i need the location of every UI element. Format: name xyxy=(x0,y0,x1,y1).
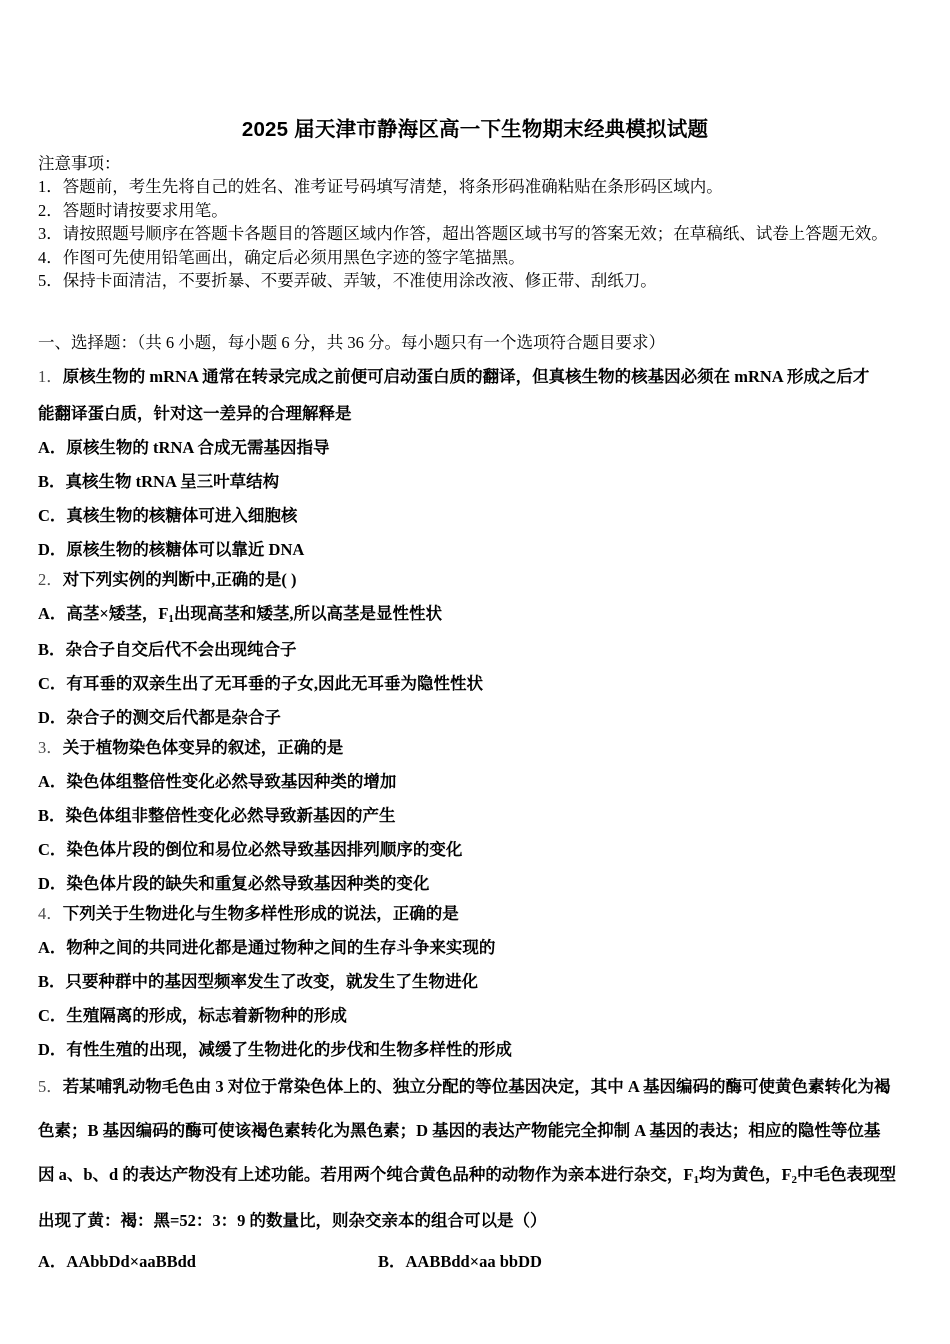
option-label: B． xyxy=(38,472,66,491)
question-5-option-b[interactable] xyxy=(378,1245,542,1279)
question-5-stem-line-2: 色素；B 基因编码的酶可使该褐色素转化为黑色素；D 基因的表达产物能完全抑制 A 基因的表达；相应的隐性等位基 xyxy=(38,1121,881,1140)
question-3-option-b[interactable] xyxy=(38,799,928,833)
question-3-number: 3． xyxy=(38,738,63,757)
question-2-option-d[interactable] xyxy=(38,701,928,735)
notice-item: 1．答题前，考生先将自己的姓名、准考证号码填写清楚，将条形码准确粘贴在条形码区域内。 xyxy=(38,177,723,196)
option-text: 杂合子自交后代不会出现纯合子 xyxy=(65,640,297,659)
question-5-stem-text-1: 若某哺乳动物毛色由 3 对位于常染色体上的、独立分配的等位基因决定，其中 A 基因编码的酶可使黄色素转化为褐 xyxy=(62,1077,891,1096)
question-2 xyxy=(38,567,928,735)
section-heading: 一、选择题：（共 6 小题，每小题 6 分，共 36 分。每小题只有一个选项符合题目要求） xyxy=(38,333,665,352)
question-2-option-b[interactable] xyxy=(38,633,928,667)
question-5-stem-text-3b: 均为黄色，F xyxy=(698,1165,792,1184)
option-label: B． xyxy=(38,972,66,991)
question-4-stem-text: 下列关于生物进化与生物多样性形成的说法，正确的是 xyxy=(62,904,459,923)
option-label: C． xyxy=(38,1006,67,1025)
option-text: 真核生物的核糖体可进入细胞核 xyxy=(66,506,298,525)
question-1-stem-cont: 能翻译蛋白质，针对这一差异的合理解释是 xyxy=(38,404,352,423)
option-text-pre: 高茎×矮茎，F xyxy=(66,604,169,623)
notice-item: 4．作图可先使用铅笔画出，确定后必须用黑色字迹的签字笔描黑。 xyxy=(38,247,525,267)
option-subscript: 1 xyxy=(168,613,174,625)
question-1-option-b[interactable] xyxy=(38,465,928,499)
question-5-stem-text-3a: 因 a、b、d 的表达产物没有上述功能。若用两个纯合黄色品种的动物作为亲本进行杂交，F xyxy=(38,1165,694,1184)
question-2-number: 2． xyxy=(38,570,63,589)
option-label: A． xyxy=(38,938,67,957)
question-3 xyxy=(38,735,928,901)
question-4-option-b[interactable] xyxy=(38,965,928,999)
question-2-stem-text: 对下列实例的判断中,正确的是( ) xyxy=(62,570,297,589)
question-5-options-row xyxy=(38,1245,928,1279)
notice-item: 2．答题时请按要求用笔。 xyxy=(38,200,228,220)
question-3-stem xyxy=(38,735,928,761)
question-1-stem xyxy=(38,357,928,397)
question-5-option-a[interactable] xyxy=(38,1245,378,1279)
f1-subscript: 1 xyxy=(693,1174,699,1186)
option-label: D． xyxy=(38,1040,67,1059)
option-text: 杂合子的测交后代都是杂合子 xyxy=(66,708,281,727)
option-label: C． xyxy=(38,674,67,693)
option-label: A． xyxy=(38,604,67,623)
option-text: 原核生物的 tRNA 合成无需基因指导 xyxy=(66,438,330,457)
option-label: B． xyxy=(38,806,66,825)
option-label: A． xyxy=(38,438,67,457)
option-label: B． xyxy=(378,1252,406,1271)
option-text: 染色体片段的缺失和重复必然导致基因种类的变化 xyxy=(66,874,430,893)
option-text: 染色体组非整倍性变化必然导致新基因的产生 xyxy=(65,806,396,825)
option-label: B． xyxy=(38,640,66,659)
option-label: D． xyxy=(38,874,67,893)
option-label: D． xyxy=(38,708,67,727)
option-text: AABBdd×aa bbDD xyxy=(405,1252,542,1271)
notice-heading: 注意事项： xyxy=(38,154,121,173)
question-5-stem-line-3 xyxy=(38,1155,928,1197)
question-5 xyxy=(38,1067,928,1279)
option-text: 物种之间的共同进化都是通过物种之间的生存斗争来实现的 xyxy=(66,938,496,957)
question-3-option-c[interactable] xyxy=(38,833,928,867)
question-3-stem-text: 关于植物染色体变异的叙述，正确的是 xyxy=(62,738,344,757)
question-1-stem-text: 原核生物的 mRNA 通常在转录完成之前便可启动蛋白质的翻译，但真核生物的核基因必须在 mRNA 形成之后才 xyxy=(62,367,870,386)
option-text: 染色体片段的倒位和易位必然导致基因排列顺序的变化 xyxy=(66,840,463,859)
question-4 xyxy=(38,901,928,1067)
option-label: C． xyxy=(38,506,67,525)
question-5-number: 5． xyxy=(38,1077,63,1096)
option-label: A． xyxy=(38,772,67,791)
option-text: 有性生殖的出现，减缓了生物进化的步伐和生物多样性的形成 xyxy=(66,1040,512,1059)
option-text: AAbbDd×aaBBdd xyxy=(66,1252,196,1271)
question-4-stem xyxy=(38,901,928,927)
f2-subscript: 2 xyxy=(791,1174,798,1186)
notice-item: 5．保持卡面清洁，不要折暴、不要弄破、弄皱，不准使用涂改液、修正带、刮纸刀。 xyxy=(38,271,657,290)
question-1-option-c[interactable] xyxy=(38,499,928,533)
question-2-option-a[interactable] xyxy=(38,597,928,633)
notice-block xyxy=(38,152,928,293)
option-text: 染色体组整倍性变化必然导致基因种类的增加 xyxy=(66,772,397,791)
option-text-post: 出现高茎和矮茎,所以高茎是显性性状 xyxy=(173,604,443,623)
question-3-option-d[interactable] xyxy=(38,867,928,901)
question-4-number: 4． xyxy=(38,904,63,923)
question-4-option-a[interactable] xyxy=(38,931,928,965)
question-3-option-a[interactable] xyxy=(38,765,928,799)
question-1-number: 1． xyxy=(38,367,63,386)
option-label: C． xyxy=(38,840,67,859)
notice-item: 3．请按照题号顺序在答题卡各题目的答题区域内作答，超出答题区域书写的答案无效；在草稿纸、试卷上答题无效。 xyxy=(38,224,888,243)
question-1 xyxy=(38,357,928,567)
question-5-stem-text-3c: 中毛色表现型 xyxy=(797,1165,897,1184)
question-4-option-c[interactable] xyxy=(38,999,928,1033)
option-text: 只要种群中的基因型频率发生了改变，就发生了生物进化 xyxy=(65,972,479,991)
option-text: 原核生物的核糖体可以靠近 DNA xyxy=(66,540,305,559)
question-4-option-d[interactable] xyxy=(38,1033,928,1067)
questions-area xyxy=(38,330,928,1279)
option-text: 真核生物 tRNA 呈三叶草结构 xyxy=(65,472,280,491)
option-label: A． xyxy=(38,1252,67,1271)
question-5-stem-line-4: 出现了黄：褐：黑=52：3：9 的数量比，则杂交亲本的组合可以是（） xyxy=(38,1211,547,1230)
option-text: 生殖隔离的形成，标志着新物种的形成 xyxy=(66,1006,347,1025)
option-text: 有耳垂的双亲生出了无耳垂的子女,因此无耳垂为隐性性状 xyxy=(66,674,484,693)
question-5-stem-line-1 xyxy=(38,1067,928,1107)
question-1-option-d[interactable] xyxy=(38,533,928,567)
question-2-stem xyxy=(38,567,928,593)
question-2-option-c[interactable] xyxy=(38,667,928,701)
question-1-option-a[interactable] xyxy=(38,431,928,465)
page-title: 2025 届天津市静海区高一下生物期末经典模拟试题 xyxy=(241,118,709,141)
option-label: D． xyxy=(38,540,67,559)
